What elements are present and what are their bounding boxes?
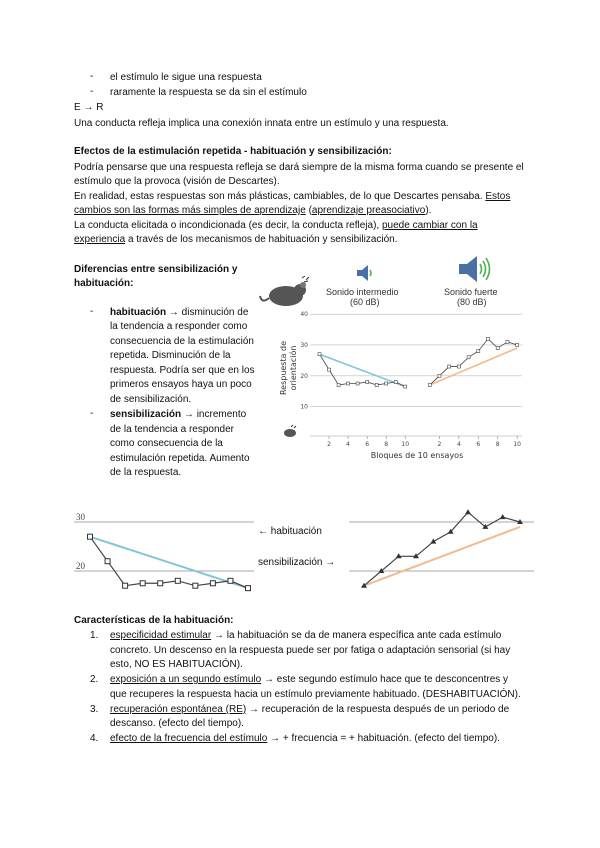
list-number: 3. <box>90 704 99 715</box>
zoom-data-point <box>175 578 180 583</box>
intro-bullet-1: el estímulo le sigue una respuesta <box>110 72 262 83</box>
bullet-dash: - <box>90 71 94 82</box>
x-tick-label: 4 <box>346 441 351 448</box>
characteristic-4-line1 <box>110 732 500 745</box>
zoom-data-point <box>105 559 110 564</box>
habituation-line: de sensibilización. <box>110 394 192 405</box>
data-point <box>394 380 397 383</box>
effects-p2-line1 <box>74 190 510 203</box>
zoom-data-point <box>193 583 198 588</box>
zoom-data-point <box>88 534 93 539</box>
sensitization-line: de la tendencia a responder <box>110 424 234 435</box>
effects-p2-line2 <box>74 204 431 217</box>
effects-text: En realidad, estas respuestas son más plásticas, cambiables, de lo que Descartes pensaba. <box>74 191 483 202</box>
habituation-line: consecuencia de la estimulación <box>110 336 254 347</box>
zoom-data-point <box>140 581 145 586</box>
data-point <box>457 365 460 368</box>
zoom-series-line <box>364 512 520 586</box>
habituation-line: primeros ensayos haya un poco <box>110 379 252 390</box>
data-point <box>366 380 369 383</box>
characteristic-1-line2: concreto. Un descenso en la respuesta puede ser por fatiga o adaptación sensorial (si hay <box>110 645 511 656</box>
zoom-data-point <box>123 583 128 588</box>
effects-p3-line2 <box>74 233 398 246</box>
effects-p1-line2: estímulo que la provoca (visión de Descartes). <box>74 176 280 187</box>
characteristic-term: exposición a un segundo estímulo <box>110 674 262 685</box>
effects-text: ( <box>308 205 312 216</box>
data-point <box>496 347 499 350</box>
characteristic-text: → este segundo estímulo hace que te desconcentres y <box>264 674 509 685</box>
speaker-loud-icon <box>457 256 493 282</box>
chart-axes <box>300 311 522 448</box>
data-point <box>467 356 470 359</box>
habituation-line: la tendencia a responder como <box>110 321 248 332</box>
habituation-line: respuesta. Podría ser que en los <box>110 365 255 376</box>
characteristic-term: recuperación espontánea (RE) <box>110 704 247 715</box>
characteristic-term: efecto de la frecuencia del estímulo <box>110 733 268 744</box>
habituation-text: → disminución de <box>168 307 249 318</box>
zoom-data-point <box>228 578 233 583</box>
effects-underlined: aprendizaje preasociativo <box>311 205 426 216</box>
list-number: 1. <box>90 630 99 641</box>
habituation-line1 <box>110 306 248 319</box>
data-point <box>328 368 331 371</box>
sensitization-line: estimulación repetida. Aumento <box>110 453 250 464</box>
y-tick-label: 40 <box>300 311 308 319</box>
zoom-trend-line <box>90 537 248 588</box>
sensitization-line: de la respuesta. <box>110 467 182 478</box>
habituation-line: repetida. Disminución de la <box>110 350 231 361</box>
left-panel-title: Sonido intermedio <box>326 287 399 297</box>
effects-heading: Efectos de la estimulación repetida - habituación y sensibilización: <box>74 146 392 157</box>
data-point <box>506 340 509 343</box>
bullet-dash: - <box>90 306 94 317</box>
data-point <box>438 374 441 377</box>
characteristic-3-line2: descanso. (efecto del tiempo). <box>110 718 244 729</box>
zoom-data-point <box>500 514 506 519</box>
effects-underlined: experiencia <box>74 234 126 245</box>
data-point <box>477 350 480 353</box>
differences-heading: Diferencias entre sensibilización y <box>74 264 238 275</box>
effects-text: a través de los mecanismos de habituación y sensibilización. <box>127 234 398 245</box>
zoom-y-label-30: 30 <box>76 512 85 522</box>
trend-line <box>320 354 406 386</box>
right-panel-subtitle: (80 dB) <box>457 297 487 307</box>
differences-heading-2: habituación: <box>74 278 134 289</box>
chart-x-axis-label: Bloques de 10 ensayos <box>370 451 464 460</box>
chart-y-axis-label-2: orientación <box>289 345 298 391</box>
x-tick-label: 10 <box>401 441 410 448</box>
left-panel-subtitle: (60 dB) <box>350 297 380 307</box>
list-number: 2. <box>90 674 99 685</box>
zoom-data-point <box>158 581 163 586</box>
characteristic-text: → + frecuencia = + habituación. (efecto del tiempo). <box>270 733 500 744</box>
zoomed-trend-sketch <box>74 492 534 592</box>
data-point <box>385 382 388 385</box>
habituation-sensitization-chart <box>275 300 535 470</box>
habituation-term: habituación <box>110 307 167 318</box>
effects-p1-line1: Podría pensarse que una respuesta refleja se dará siempre de la misma forma cuando se presente el <box>74 162 524 173</box>
bullet-dash: - <box>90 408 94 419</box>
characteristic-text: → recuperación de la respuesta después de un periodo de <box>248 704 510 715</box>
formula: E → R <box>74 102 104 113</box>
intro-bullet-2: raramente la respuesta se da sin el estímulo <box>110 87 307 98</box>
sensitization-line1 <box>110 408 246 421</box>
data-point <box>337 384 340 387</box>
zoom-trend-line <box>364 527 520 586</box>
x-tick-label: 8 <box>384 441 389 448</box>
data-point <box>347 382 350 385</box>
bullet-dash: - <box>90 86 94 97</box>
chart-y-axis-label: Respuesta de <box>279 340 288 396</box>
list-number: 4. <box>90 733 99 744</box>
characteristic-1-line1 <box>110 629 501 642</box>
sensitization-text: → incremento <box>183 409 247 420</box>
sensitization-arrow-label: sensibilización → <box>258 557 336 568</box>
chart-gridlines <box>310 314 522 406</box>
x-tick-label: 6 <box>476 441 481 448</box>
speaker-icon <box>356 265 376 281</box>
y-tick-label: 20 <box>300 372 308 380</box>
zoom-data-point <box>465 509 471 514</box>
x-tick-label: 2 <box>437 441 442 448</box>
characteristic-1-line3: esto, NO ES HABITUACIÓN). <box>110 659 243 670</box>
characteristics-heading: Características de la habituación: <box>74 615 234 626</box>
y-tick-label: 10 <box>300 403 308 411</box>
right-panel-title: Sonido fuerte <box>444 287 498 297</box>
x-tick-label: 10 <box>513 441 521 448</box>
effects-text: La conducta elicitada o incondicionada (es decir, la conducta refleja), <box>74 220 380 231</box>
y-tick-label: 30 <box>300 341 308 349</box>
effects-p3-line1 <box>74 219 478 232</box>
data-point <box>448 365 451 368</box>
zoom-data-point <box>246 586 251 591</box>
x-tick-label: 4 <box>456 441 461 448</box>
effects-text: ). <box>425 205 432 216</box>
data-point <box>375 384 378 387</box>
trend-line <box>430 348 517 385</box>
data-point <box>516 343 519 346</box>
zoom-series <box>88 509 524 590</box>
characteristic-2-line1 <box>110 673 508 686</box>
characteristic-3-line1 <box>110 703 509 716</box>
effects-underlined: puede cambiar con la <box>381 220 478 231</box>
characteristic-text: → la habituación se da de manera específica ante cada estímulo <box>213 630 502 641</box>
x-tick-label: 6 <box>365 441 370 448</box>
sensitization-line: como consecuencia de la <box>110 438 223 449</box>
x-tick-label: 2 <box>327 441 331 448</box>
habituation-arrow-label: ← habituación <box>258 526 322 537</box>
reflex-definition: Una conducta refleja implica una conexión innata entre un estímulo y una respuesta. <box>74 118 449 129</box>
sensitization-term: sensibilización <box>110 409 182 420</box>
data-point <box>318 353 321 356</box>
x-tick-label: 8 <box>495 441 500 448</box>
effects-underlined: Estos <box>485 191 511 202</box>
series-line <box>430 339 517 385</box>
characteristic-2-line2: que recuperes la respuesta hacia un estímulo previamente habituado. (DESHABITUACIÓN). <box>110 689 521 700</box>
data-point <box>404 385 407 388</box>
zoom-data-point <box>210 581 215 586</box>
data-point <box>428 384 431 387</box>
effects-underlined: cambios son las formas más simples de aprendizaje <box>74 205 306 216</box>
zoom-y-label-20: 20 <box>76 561 85 571</box>
data-point <box>356 382 359 385</box>
characteristic-term: especificidad estimular <box>110 630 212 641</box>
data-point <box>487 337 490 340</box>
